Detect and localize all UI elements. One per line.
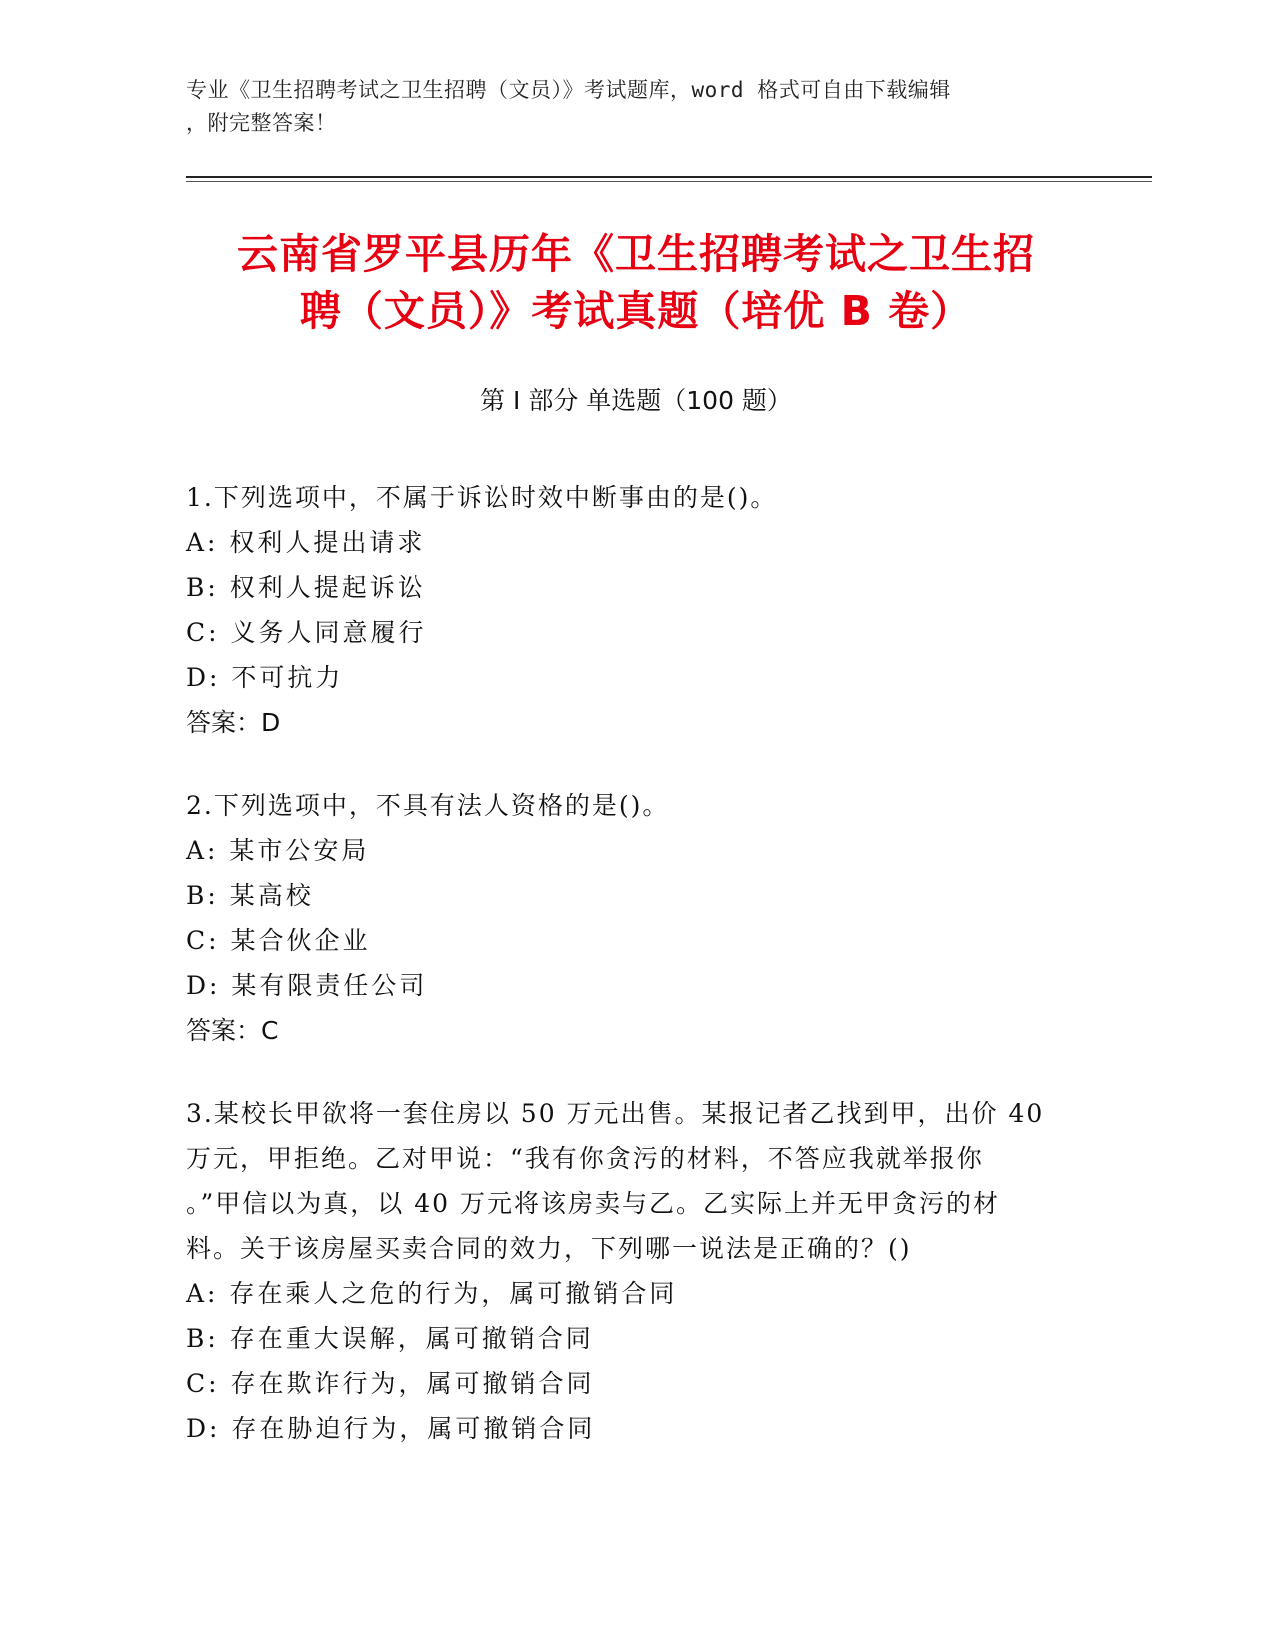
header-note-line-1: 专业《卫生招聘考试之卫生招聘（文员）》考试题库，word 格式可自由下载编辑 bbox=[186, 78, 951, 102]
question-stem-line-2: 万元，甲拒绝。乙对甲说：“我有你贪污的材料，不答应我就举报你 bbox=[186, 1144, 984, 1173]
question-stem-line-4: 料。关于该房屋买卖合同的效力，下列哪一说法是正确的？() bbox=[186, 1234, 912, 1263]
option-d: D: 存在胁迫行为，属可撤销合同 bbox=[186, 1414, 596, 1443]
option-d: D: 不可抗力 bbox=[186, 663, 344, 692]
option-c: C: 存在欺诈行为，属可撤销合同 bbox=[186, 1369, 595, 1398]
document-title-line-1: 云南省罗平县历年《卫生招聘考试之卫生招 bbox=[237, 230, 1035, 278]
question-stem-line-1: 3.某校长甲欲将一套住房以 50 万元出售。某报记者乙找到甲，出价 40 bbox=[186, 1099, 1045, 1128]
document-title-line-2: 聘（文员）》考试真题（培优 B 卷） bbox=[299, 287, 973, 335]
question-stem-line-3: 。”甲信以为真，以 40 万元将该房卖与乙。乙实际上并无甲贪污的材 bbox=[186, 1189, 1000, 1218]
question-stem: 1.下列选项中，不属于诉讼时效中断事由的是()。 bbox=[186, 483, 778, 512]
option-b: B: 某高校 bbox=[186, 881, 314, 910]
question-stem: 2.下列选项中，不具有法人资格的是()。 bbox=[186, 791, 670, 820]
option-a: A: 权利人提出请求 bbox=[186, 528, 426, 557]
option-c: C: 义务人同意履行 bbox=[186, 618, 427, 647]
header-note-line-2: ，附完整答案！ bbox=[186, 111, 337, 135]
option-a: A: 存在乘人之危的行为，属可撤销合同 bbox=[186, 1279, 678, 1308]
question-3 bbox=[186, 1091, 1086, 1451]
header-note bbox=[186, 74, 1086, 140]
header-divider-thick bbox=[186, 176, 1152, 178]
answer: 答案：D bbox=[186, 708, 281, 737]
question-1 bbox=[186, 475, 1086, 745]
question-list bbox=[186, 475, 1086, 1489]
question-2 bbox=[186, 783, 1086, 1053]
option-d: D: 某有限责任公司 bbox=[186, 971, 428, 1000]
option-b: B: 权利人提起诉讼 bbox=[186, 573, 426, 602]
answer: 答案：C bbox=[186, 1016, 279, 1045]
option-c: C: 某合伙企业 bbox=[186, 926, 371, 955]
header-divider-thin bbox=[186, 181, 1152, 182]
document-title bbox=[186, 226, 1086, 340]
option-a: A: 某市公安局 bbox=[186, 836, 370, 865]
option-b: B: 存在重大误解，属可撤销合同 bbox=[186, 1324, 594, 1353]
section-title: 第 I 部分 单选题（100 题） bbox=[480, 386, 792, 415]
